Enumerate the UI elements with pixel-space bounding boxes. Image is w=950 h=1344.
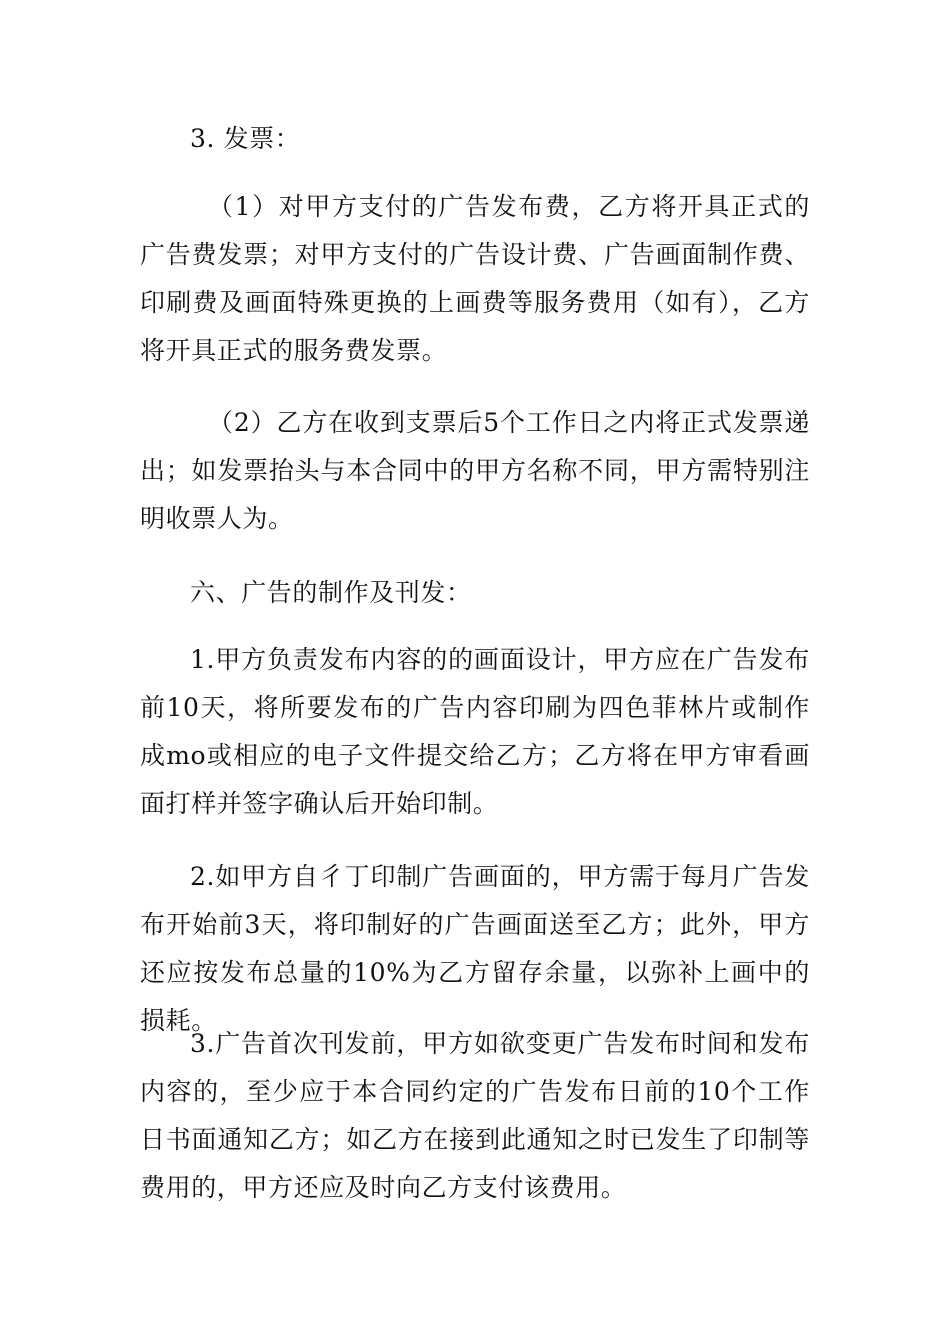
paragraph-invoice-1: （1）对甲方支付的广告发布费，乙方将开具正式的广告费发票；对甲方支付的广告设计费、广告画面制作费、印刷费及画面特殊更换的上画费等服务费用（如有），乙方将开具正式的服务费发票。 [140,192,810,365]
paragraph-production-1: 1.甲方负责发布内容的的画面设计，甲方应在广告发布前10天，将所要发布的广告内容印刷为四色菲林片或制作成mo或相应的电子文件提交给乙方；乙方将在甲方审看画面打样并签字确认后开始印制。 [140,645,810,818]
section-heading-invoice: 3. 发票： [190,124,301,153]
paragraph-production-3: 3.广告首次刊发前，甲方如欲变更广告发布时间和发布内容的，至少应于本合同约定的广告发布日前的10个工作日书面通知乙方；如乙方在接到此通知之时已发生了印制等费用的，甲方还应及时向乙方支付该费用。 [140,1029,810,1202]
section-heading-production: 六、广告的制作及刊发： [190,578,472,607]
paragraph-invoice-2: （2）乙方在收到支票后5个工作日之内将正式发票递出；如发票抬头与本合同中的甲方名称不同，甲方需特别注明收票人为。 [140,408,810,533]
paragraph-production-2: 2.如甲方自彳丁印制广告画面的，甲方需于每月广告发布开始前3天，将印制好的广告画面送至乙方；此外，甲方还应按发布总量的10%为乙方留存余量，以弥补上画中的损耗。 [140,862,810,1035]
